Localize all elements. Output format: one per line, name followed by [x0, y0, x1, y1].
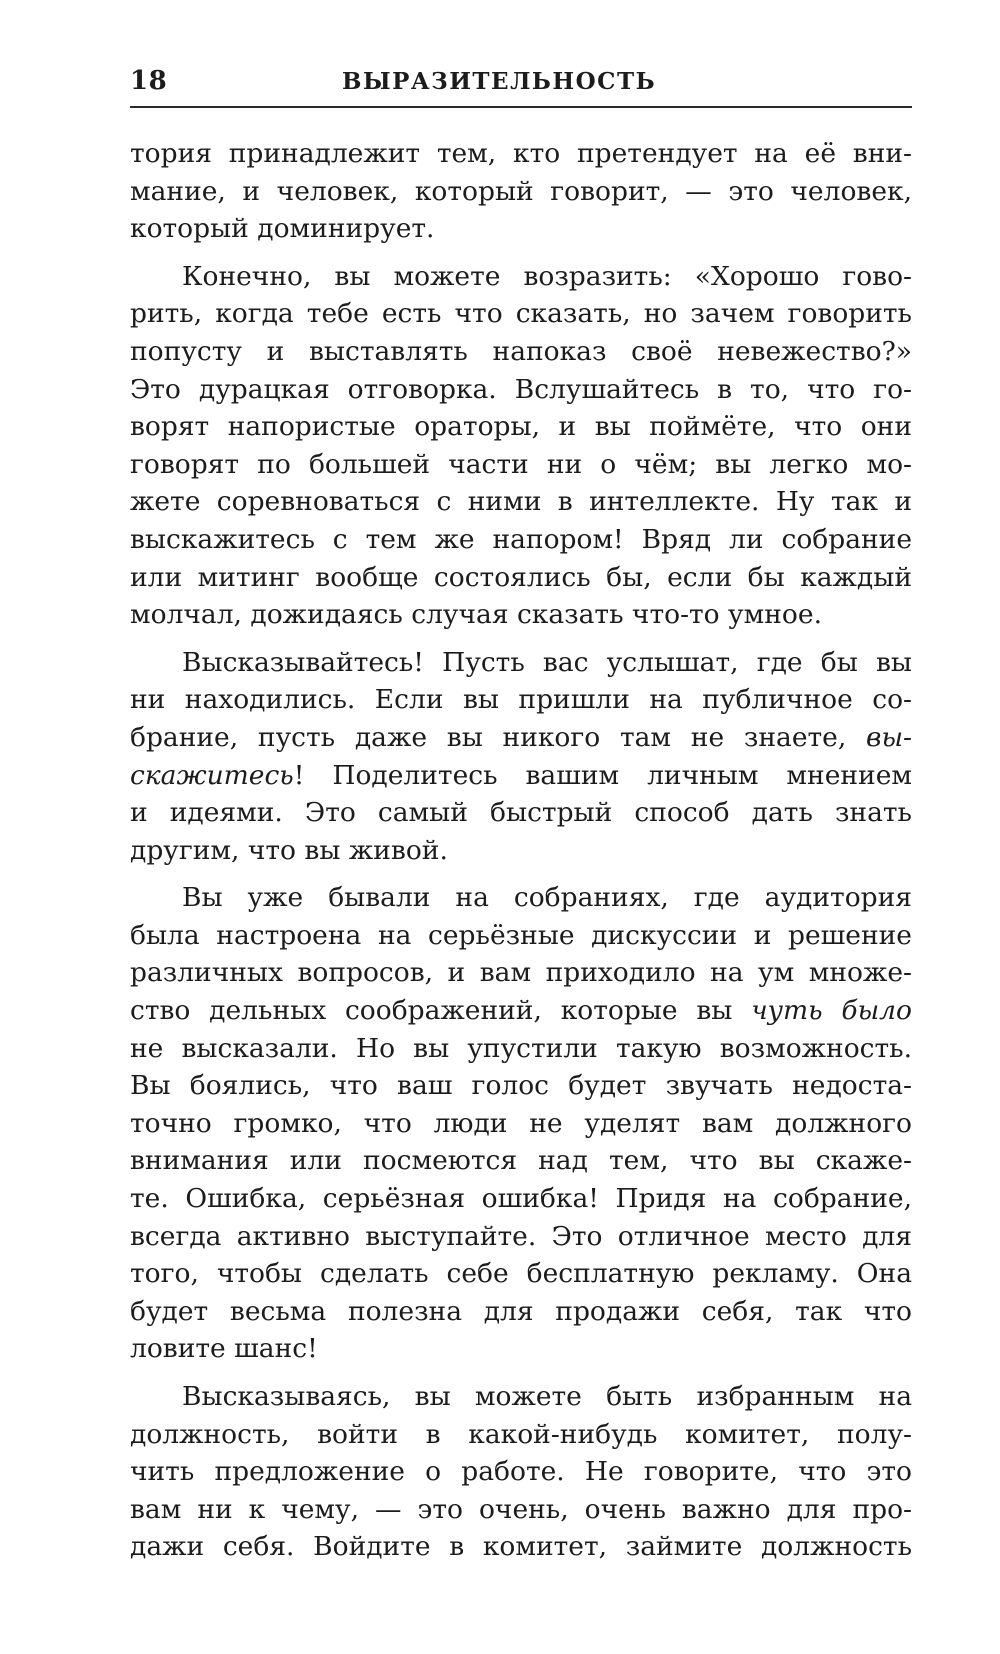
text-run: ! Поделитесь вашим личным мнением [293, 759, 912, 791]
text-line: который доминирует. [130, 213, 435, 245]
running-title: ВЫРАЗИТЕЛЬНОСТЬ [342, 68, 657, 95]
text-line: Конечно, вы можете возразить: «Хорошо гово- [182, 260, 912, 292]
text-line: и идеями. Это самый быстрый способ дать знать [130, 797, 912, 829]
text-line: молчал, дожидаясь случая сказать что-то умное. [130, 599, 822, 631]
text-line: вам ни к чему, — это очень, очень важно для про- [130, 1493, 912, 1525]
text-line: была настроена на серьёзные дискуссии и решение [130, 919, 912, 951]
text-line: ловите шанс! [130, 1333, 318, 1365]
text-line: говорят по большей части ни о чём; вы легко мо- [130, 448, 912, 480]
text-line: Высказываясь, вы можете быть избранным на [182, 1381, 912, 1412]
text-line: те. Ошибка, серьёзная ошибка! Придя на собрание, [130, 1183, 912, 1215]
page-body [130, 135, 912, 1566]
text-line: Это дурацкая отговорка. Вслушайтесь в то, что го- [130, 373, 912, 405]
emphasis-text: вы- [866, 721, 912, 753]
text-line: дажи себя. Войдите в комитет, займите должность [130, 1531, 912, 1563]
paragraph-3 [130, 644, 912, 870]
text-line: будет весьма полезна для продажи себя, так что [130, 1295, 912, 1327]
text-line: мание, и человек, который говорит, — это человек, [130, 175, 912, 207]
text-line [130, 757, 912, 795]
emphasis-text: скажитесь [130, 759, 294, 791]
text-line: ни находились. Если вы пришли на публичное со- [130, 684, 912, 716]
text-line: Вы уже бывали на собраниях, где аудитория [182, 882, 912, 914]
text-line: точно громко, что люди не уделят вам должного [130, 1107, 912, 1139]
text-line: тория принадлежит тем, кто претендует на её вни- [130, 138, 912, 169]
text-run: брание, пусть даже вы никого там не знаете, [130, 721, 867, 753]
text-line [130, 992, 912, 1030]
page-header [130, 62, 912, 108]
text-line: попусту и выставлять напоказ своё невежество?» [130, 335, 912, 367]
text-line: различных вопросов, и вам приходило на ум множе- [130, 957, 912, 989]
text-line: Высказывайтесь! Пусть вас услышат, где бы вы [182, 646, 912, 678]
text-line: жете соревноваться с ними в интеллекте. Ну так и [130, 486, 912, 518]
text-line: рить, когда тебе есть что сказать, но зачем говорить [130, 298, 912, 330]
text-line: того, чтобы сделать себе бесплатную рекламу. Она [130, 1258, 912, 1290]
text-line: внимания или посмеются над тем, что вы скаже- [130, 1145, 912, 1177]
text-run: ство дельных соображений, которые вы [130, 995, 752, 1027]
text-line: ворят напористые ораторы, и вы поймёте, что они [130, 411, 912, 443]
paragraph-4 [130, 879, 912, 1368]
text-line: или митинг вообще состоялись бы, если бы каждый [130, 561, 912, 593]
text-line: чить предложение о работе. Не говорите, что это [130, 1456, 912, 1488]
text-line: Вы боялись, что ваш голос будет звучать недоста- [130, 1070, 912, 1102]
text-line: другим, что вы живой. [130, 834, 448, 866]
paragraph-2 [130, 258, 912, 634]
text-line: выскажитесь с тем же напором! Вряд ли собрание [130, 523, 912, 555]
text-line [130, 719, 912, 757]
paragraph-1 [130, 135, 912, 248]
paragraph-5 [130, 1378, 912, 1566]
text-line: должность, войти в какой-нибудь комитет, полу- [130, 1418, 912, 1450]
emphasis-text: чуть было [751, 995, 912, 1027]
text-line: всегда активно выступайте. Это отличное место для [130, 1220, 912, 1252]
text-line: не высказали. Но вы упустили такую возможность. [130, 1032, 912, 1064]
page-number: 18 [130, 66, 168, 96]
